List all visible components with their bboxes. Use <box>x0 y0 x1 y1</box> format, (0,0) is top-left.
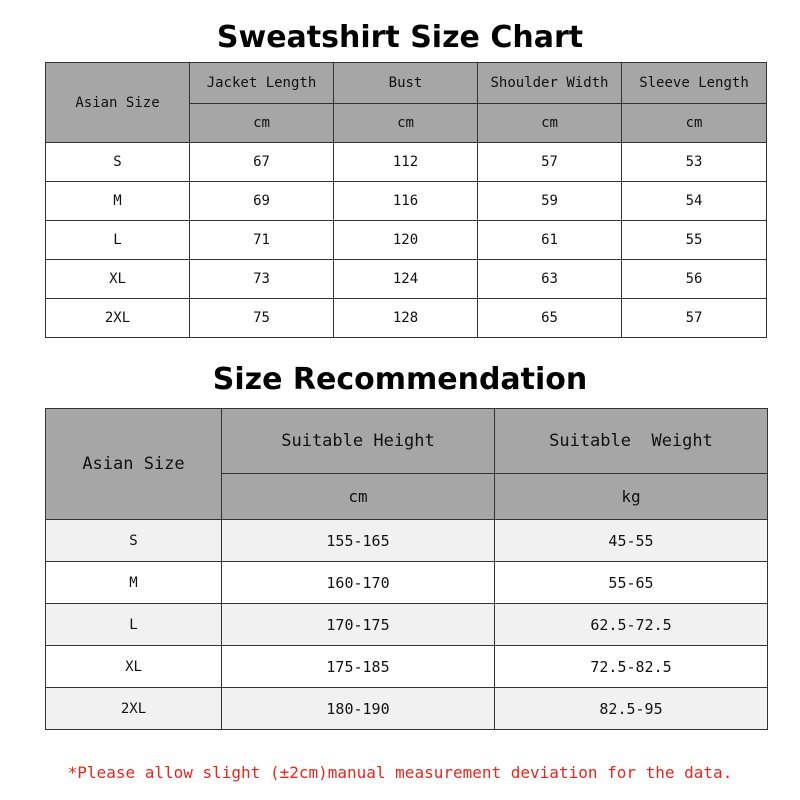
unit-header: kg <box>495 474 768 520</box>
size-cell: S <box>46 143 190 182</box>
table-cell: 175-185 <box>222 646 495 688</box>
table-cell: 120 <box>334 221 478 260</box>
size-recommendation-title: Size Recommendation <box>212 362 588 397</box>
table-cell: 69 <box>190 182 334 221</box>
recommendation-corner-header: Asian Size <box>46 409 222 520</box>
table-row <box>46 604 768 646</box>
table-cell: 82.5-95 <box>495 688 768 730</box>
table-cell: 155-165 <box>222 520 495 562</box>
size-cell: XL <box>46 260 190 299</box>
table-cell: 54 <box>622 182 767 221</box>
size-chart-title: Sweatshirt Size Chart <box>216 20 584 55</box>
table-cell: 61 <box>478 221 622 260</box>
column-header: Suitable Weight <box>495 409 768 474</box>
size-recommendation-table <box>45 408 768 730</box>
table-row <box>46 299 767 338</box>
table-cell: 59 <box>478 182 622 221</box>
unit-header: cm <box>222 474 495 520</box>
table-cell: 56 <box>622 260 767 299</box>
column-header: Suitable Height <box>222 409 495 474</box>
size-cell: M <box>46 182 190 221</box>
table-cell: 72.5-82.5 <box>495 646 768 688</box>
table-cell: 55-65 <box>495 562 768 604</box>
size-cell: L <box>46 604 222 646</box>
size-cell: 2XL <box>46 688 222 730</box>
size-cell: L <box>46 221 190 260</box>
table-cell: 62.5-72.5 <box>495 604 768 646</box>
table-cell: 53 <box>622 143 767 182</box>
table-cell: 63 <box>478 260 622 299</box>
table-cell: 73 <box>190 260 334 299</box>
unit-header: cm <box>622 104 767 143</box>
table-cell: 65 <box>478 299 622 338</box>
table-cell: 55 <box>622 221 767 260</box>
table-row <box>46 646 768 688</box>
unit-header: cm <box>190 104 334 143</box>
size-chart-corner-header: Asian Size <box>46 63 190 143</box>
table-cell: 57 <box>622 299 767 338</box>
size-cell: M <box>46 562 222 604</box>
table-cell: 160-170 <box>222 562 495 604</box>
column-header: Bust <box>334 63 478 104</box>
measurement-note: *Please allow slight (±2cm)manual measurement deviation for the data. <box>67 763 733 782</box>
size-chart-table <box>45 62 767 338</box>
table-cell: 71 <box>190 221 334 260</box>
table-cell: 128 <box>334 299 478 338</box>
table-cell: 75 <box>190 299 334 338</box>
table-cell: 116 <box>334 182 478 221</box>
table-cell: 112 <box>334 143 478 182</box>
column-header: Jacket Length <box>190 63 334 104</box>
column-header: Sleeve Length <box>622 63 767 104</box>
table-cell: 67 <box>190 143 334 182</box>
table-row <box>46 221 767 260</box>
column-header: Shoulder Width <box>478 63 622 104</box>
unit-header: cm <box>334 104 478 143</box>
table-row <box>46 143 767 182</box>
size-cell: XL <box>46 646 222 688</box>
table-row <box>46 688 768 730</box>
table-cell: 124 <box>334 260 478 299</box>
table-cell: 45-55 <box>495 520 768 562</box>
size-cell: 2XL <box>46 299 190 338</box>
table-row <box>46 520 768 562</box>
size-cell: S <box>46 520 222 562</box>
table-row <box>46 562 768 604</box>
table-cell: 170-175 <box>222 604 495 646</box>
table-row <box>46 182 767 221</box>
table-cell: 57 <box>478 143 622 182</box>
table-row <box>46 260 767 299</box>
table-cell: 180-190 <box>222 688 495 730</box>
unit-header: cm <box>478 104 622 143</box>
